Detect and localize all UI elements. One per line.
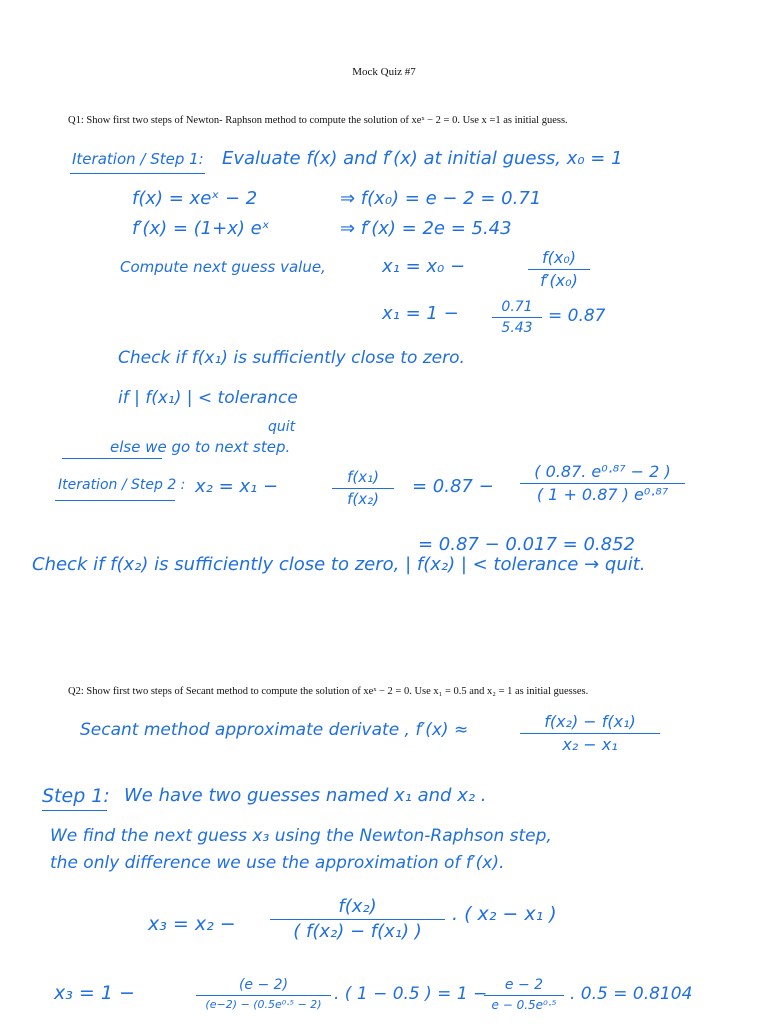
q2-secant-text: Secant method approximate derivate , f′(x) ≈ [80,720,469,740]
q1-next-guess-text: Compute next guess value, [120,258,326,276]
q1-dfx-evaluation: ⇒ f′(x) = 2e = 5.43 [340,218,512,239]
q2-x3b-numerator-2: e − 2 [504,977,544,993]
q1-step2-denominator: f(x₂) [347,490,379,508]
q1-x1-denominator: 5.43 [501,320,533,336]
question-1-prompt: Q1: Show first two steps of Newton- Raphson method to compute the solution of xeˣ − 2 = 0. Use x =1 as initial guess. [68,115,568,126]
q2-x3b-fraction-2 [484,978,564,1011]
q1-x1-result: = 0.87 [548,306,606,326]
q1-step2-result: = 0.87 − 0.017 = 0.852 [418,534,635,555]
fraction-bar [196,995,331,996]
q1-fx-definition: f(x) = xeˣ − 2 [132,188,258,209]
q2-x3-numerator: f(x₂) [338,896,377,917]
q1-x1-lhs: x₁ = 1 − [382,303,459,324]
q1-quit: quit [268,419,296,435]
q2-x3-fraction [270,898,445,941]
q2-x3b-denominator: (e−2) − (0.5e⁰·⁵ − 2) [205,998,322,1011]
q2-secant-fraction [520,714,660,753]
q2-x3b-numerator: (e − 2) [238,977,289,993]
q2-step1-underline [42,810,107,811]
fraction-bar [484,995,564,996]
q1-step2-fraction [332,470,394,507]
fraction-bar [528,269,590,270]
q1-step1-underline [70,173,205,174]
q2-step1-heading: Step 1: [42,785,110,807]
q1-next-guess-lhs: x₁ = x₀ − [382,256,466,277]
q1-step2-mid: = 0.87 − [412,476,494,497]
q1-next-guess-numerator: f(x₀) [542,248,576,267]
q1-x1-fraction [492,300,542,335]
q2-step1-text: We have two guesses named x₁ and x₂ . [124,785,487,806]
q1-step2-underline [55,500,175,501]
q2-x3b-lhs: x₃ = 1 − [54,982,135,1004]
q2-only-line: the only difference we use the approximation of f′(x). [50,853,505,873]
q1-step2-heading: Iteration / Step 2 : [58,477,186,493]
q1-step2-numerator-2: ( 0.87. e⁰·⁸⁷ − 2 ) [534,462,671,481]
q1-else-line: else we go to next step. [110,438,291,456]
q2-x3-lhs: x₃ = x₂ − [148,913,236,935]
q1-if-line: if | f(x₁) | < tolerance [118,388,298,408]
fraction-bar [270,919,445,920]
q1-next-guess-fraction [528,250,590,289]
q1-step2-lhs: x₂ = x₁ − [195,476,279,497]
q1-else-underline [62,458,162,459]
fraction-bar [492,317,542,318]
q2-find-line: We find the next guess x₃ using the Newton-Raphson step, [50,826,552,846]
q1-dfx-definition: f′(x) = (1+x) eˣ [132,218,270,239]
q1-step2-denominator-2: ( 1 + 0.87 ) e⁰·⁸⁷ [536,485,669,504]
q1-next-guess-denominator: f′(x₀) [540,271,578,290]
q2-x3-rhs: . ( x₂ − x₁ ) [452,903,557,925]
q2-x3b-fraction [196,978,331,1010]
q1-step1-heading: Iteration / Step 1: [72,150,204,168]
q1-check-2: Check if f(x₂) is sufficiently close to zero, | f(x₂) | < tolerance → quit. [32,554,646,575]
q2-x3b-denominator-2: e − 0.5e⁰·⁵ [491,998,557,1012]
q2-x3b-mid: . ( 1 − 0.5 ) = 1 − [334,984,488,1004]
q2-secant-numerator: f(x₂) − f(x₁) [544,712,636,731]
q1-step1-text: Evaluate f(x) and f′(x) at initial guess, x₀ = 1 [222,148,623,169]
fraction-bar [520,483,685,484]
q2-x3-denominator: ( f(x₂) − f(x₁) ) [293,921,422,942]
q1-fx-evaluation: ⇒ f(x₀) = e − 2 = 0.71 [340,188,542,209]
q1-check-1: Check if f(x₁) is sufficiently close to zero. [118,348,465,368]
fraction-bar [332,488,394,489]
q2-x3b-result: . 0.5 = 0.8104 [570,984,693,1004]
q1-step2-fraction-2 [520,464,685,503]
q1-x1-numerator: 0.71 [501,299,533,315]
page-title: Mock Quiz #7 [352,66,416,78]
fraction-bar [520,733,660,734]
q2-secant-denominator: x₂ − x₁ [562,735,618,754]
question-2-prompt: Q2: Show first two steps of Secant method to compute the solution of xeˣ − 2 = 0. Use x₁ = 0.5 and x₂ = 1 as initial guesses. [68,686,589,697]
q1-step2-numerator: f(x₁) [347,468,379,486]
